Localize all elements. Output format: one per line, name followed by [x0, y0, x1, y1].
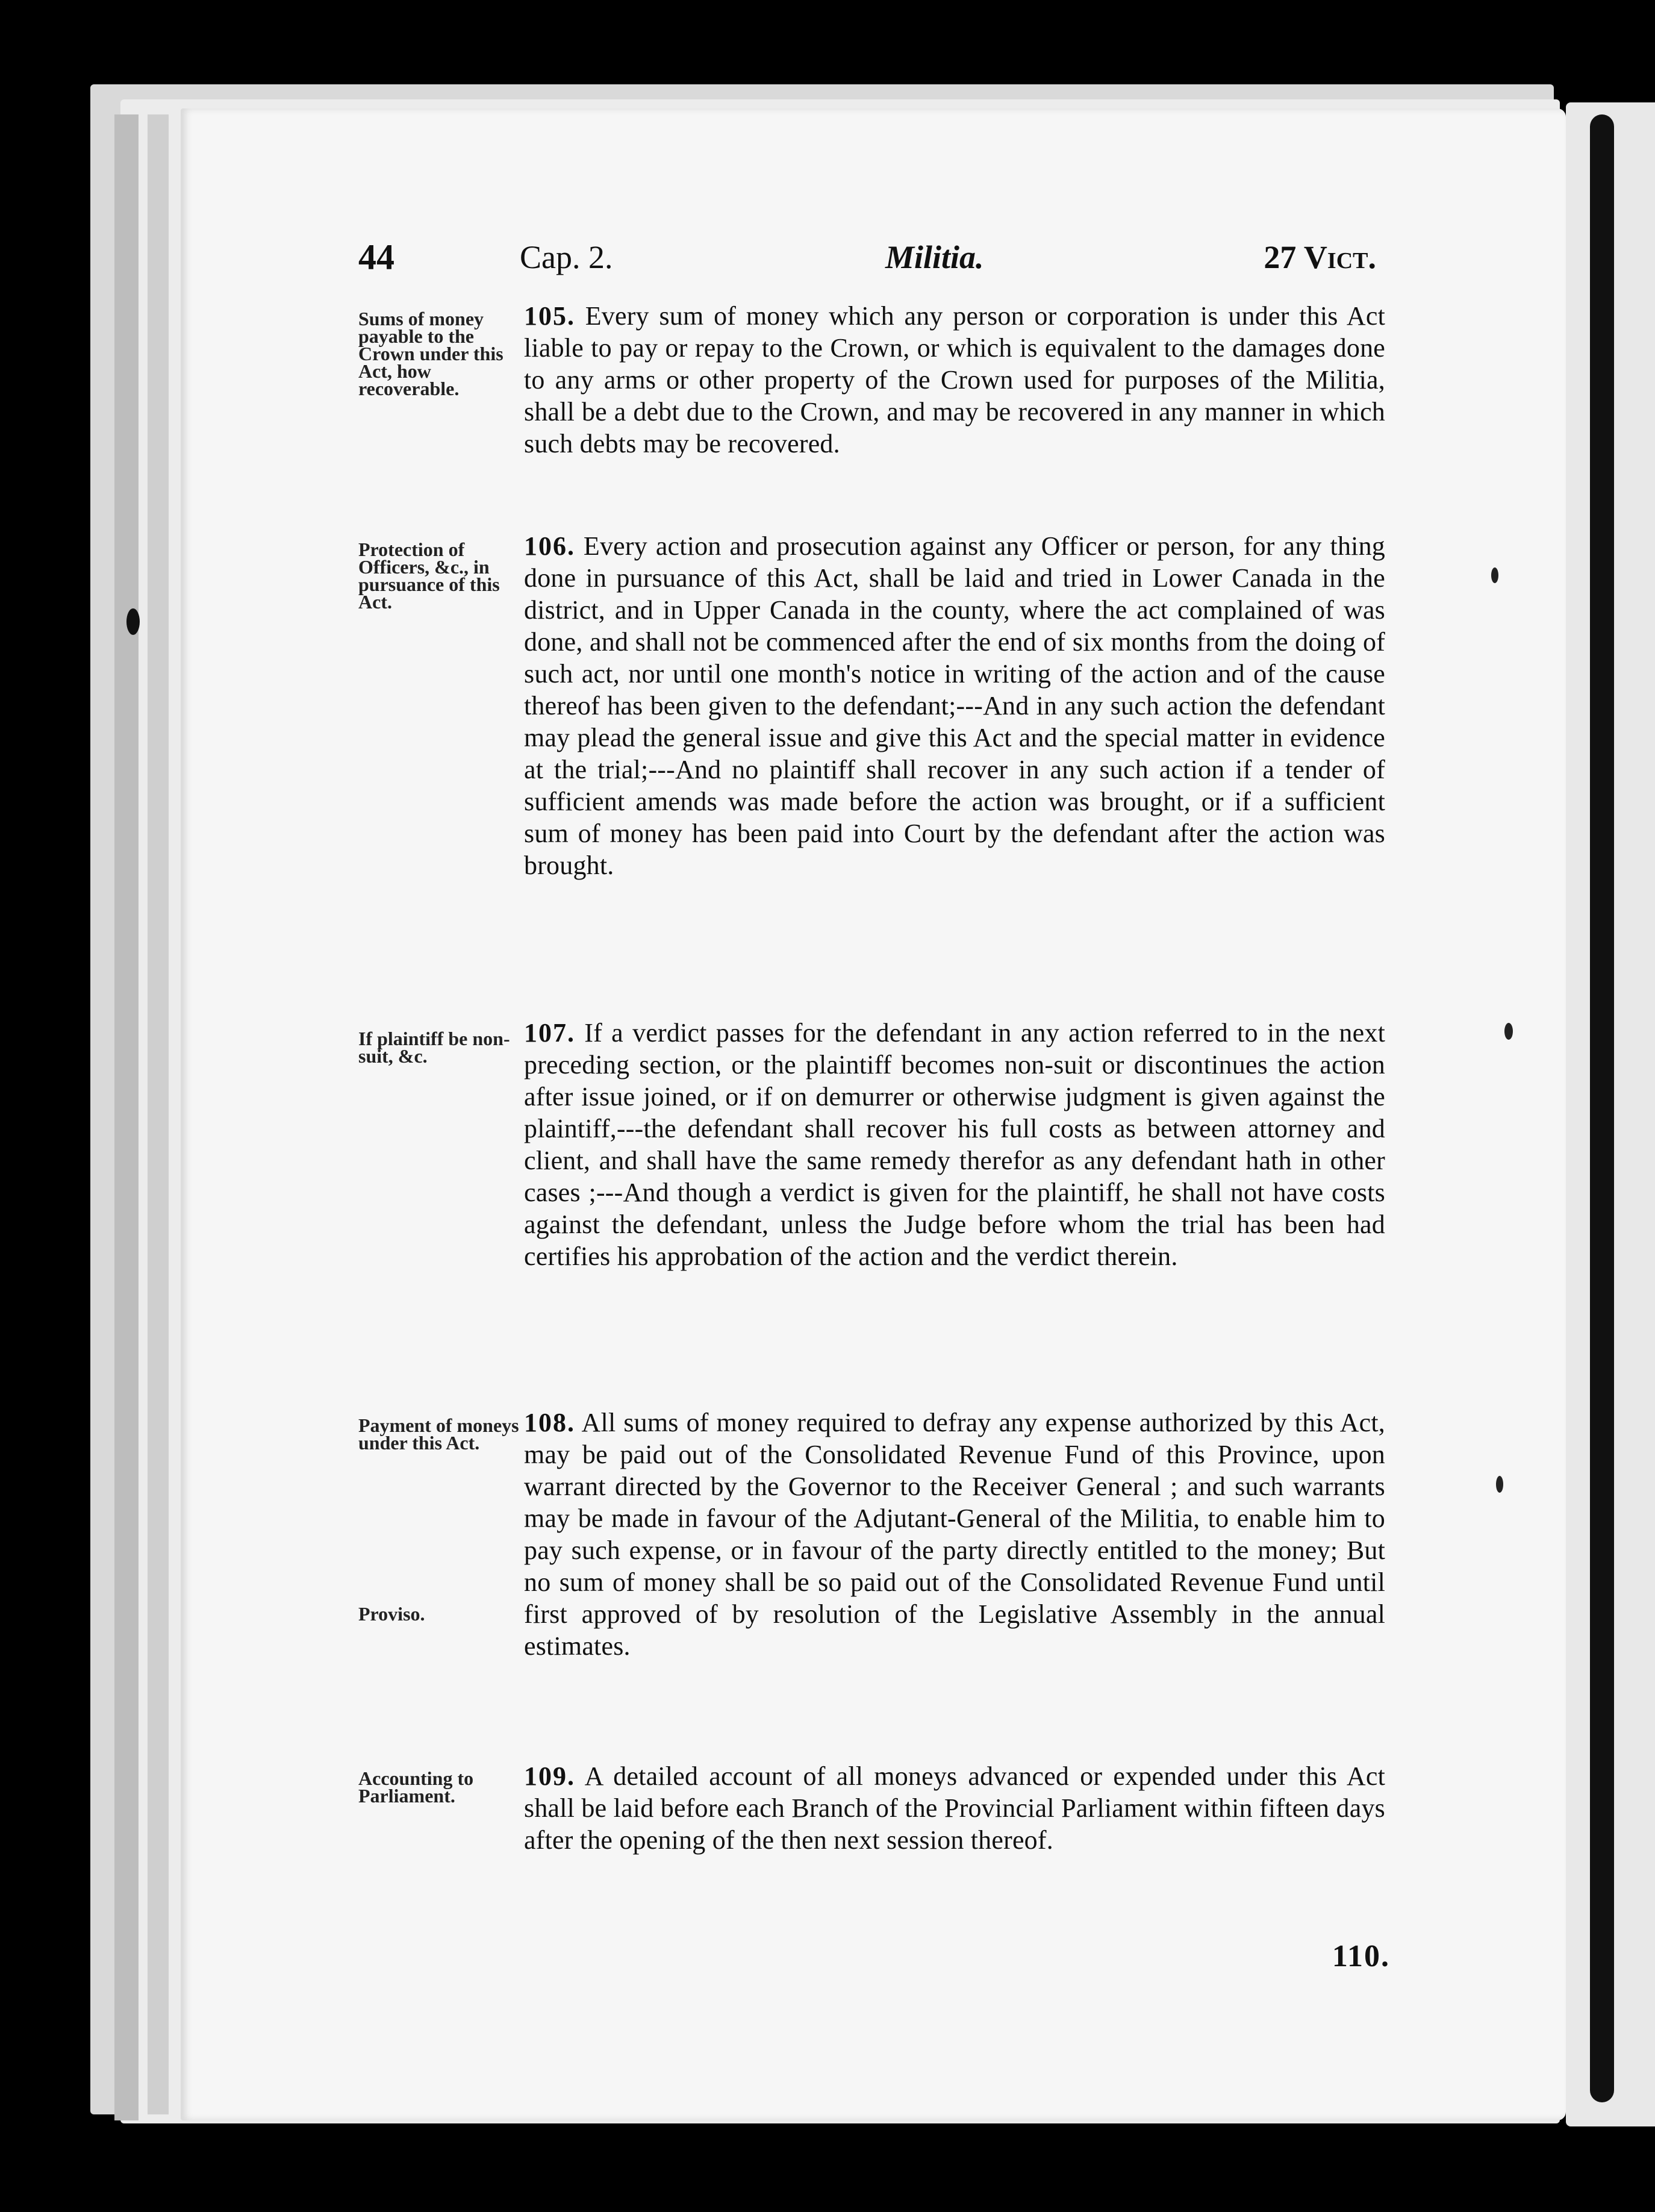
running-title: Militia. [885, 239, 984, 275]
section-number: 107. [524, 1018, 575, 1048]
page-number: 44 [358, 237, 394, 277]
section-number: 108. [524, 1408, 575, 1437]
section-number: 105. [524, 301, 575, 331]
margin-note-109: Accounting to Parliament. [358, 1767, 474, 1807]
section-106 [524, 530, 1385, 881]
margin-note-106: Protection of Officers, &c., in pursuance of this Act. [358, 539, 500, 613]
facing-page-gutter [1590, 114, 1614, 2102]
margin-note-proviso: Proviso. [358, 1603, 425, 1625]
margin-note-108: Payment of moneys under this Act. [358, 1414, 519, 1454]
section-105 [524, 300, 1385, 460]
binding-hole [126, 608, 140, 635]
catchword: 110. [1332, 1939, 1390, 1973]
page-edge-left-inner [148, 114, 169, 2114]
margin-note-107: If plaintiff be non-suit, &c. [358, 1028, 510, 1067]
section-107 [524, 1017, 1385, 1272]
speck [1491, 567, 1498, 583]
section-text: Every action and prosecution against any Officer or person, for any thing done in pursuance of this Act, shall be laid and tried in Lower Canada in the district, and in Upper Canada in the county, where the act complained of was done, and shall not be commenced after the end of six months from the doing of such act, nor until one month's notice in writing of the action and of the cause thereof has been given to the defendant;---And in any such action the defendant may plead the general issue and give this Act and the special matter in evidence at the trial;---And no plaintiff shall recover in any such action if a tender of sufficient amends was made before the action was brought, or if a sufficient sum of money has been paid into Court by the defendant after the action was brought. [524, 531, 1385, 880]
speck [1504, 1023, 1513, 1040]
section-text: Every sum of money which any person or corporation is under this Act liable to pay or repay to the Crown, or which is equivalent to the damages done to any arms or other property of the Crown used for purposes of the Militia, shall be a debt due to the Crown, and may be recovered in any manner in which such debts may be recovered. [524, 301, 1386, 458]
section-number: 109. [524, 1761, 575, 1791]
speck [1496, 1476, 1503, 1493]
chapter-label: Cap. 2. [520, 239, 613, 275]
page-edge-left-outer [114, 114, 139, 2120]
margin-note-105: Sums of money payable to the Crown under this Act, how recoverable. [358, 308, 503, 399]
section-text: If a verdict passes for the defendant in any action referred to in the next preceding section, or the plaintiff becomes non-suit or discontinues the action after issue joined, or if on demurrer or otherwise judgment is given against the plaintiff,---the defendant shall recover his full costs as between attorney and client, and shall have the same remedy therefor as any defendant hath in other cases ;---And though a verdict is given for the plaintiff, he shall not have costs against the defendant, unless the Judge before whom the trial has been had certifies his approbation of the action and the verdict therein. [524, 1018, 1385, 1271]
section-text: A detailed account of all moneys advanced or expended under this Act shall be laid before each Branch of the Provincial Parliament within fifteen days after the opening of the then next session thereof. [524, 1761, 1385, 1855]
running-header [358, 236, 1376, 284]
section-text: All sums of money required to defray any expense authorized by this Act, may be paid out of the Consolidated Revenue Fund of this Province, upon warrant directed by the Governor to the Receiver General ; and such warrants may be made in favour of the Adjutant-General of the Militia, to enable him to pay such expense, or in favour of the party directly entitled to the money; But no sum of money shall be so paid out of the Consolidated Revenue Fund until first approved of by resolution of the Legislative Assembly in the annual estimates. [524, 1408, 1386, 1661]
section-number: 106. [524, 531, 575, 561]
section-108 [524, 1407, 1385, 1662]
regnal-year: 27 Vict. [1264, 239, 1376, 275]
section-109 [524, 1760, 1385, 1856]
